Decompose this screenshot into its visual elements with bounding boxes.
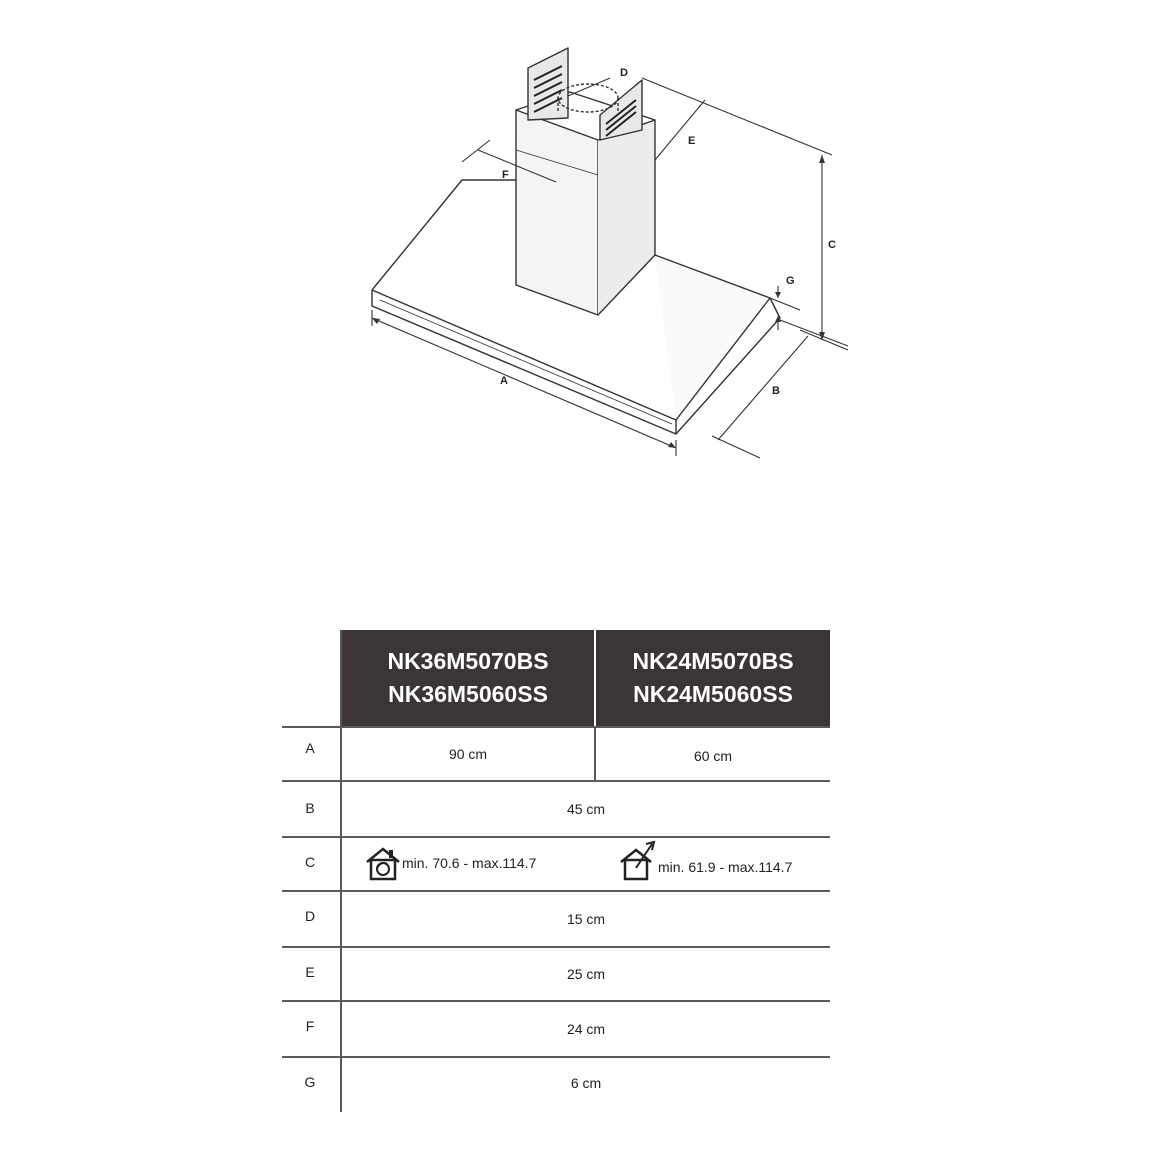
house-vented-icon bbox=[618, 840, 658, 882]
model-name: NK24M5070BS bbox=[632, 648, 794, 674]
model-name: NK36M5060SS bbox=[388, 681, 548, 707]
cell-c-24: min. 61.9 - max.114.7 bbox=[658, 859, 793, 875]
label-f: F bbox=[502, 169, 509, 181]
house-recirculation-icon bbox=[364, 846, 402, 882]
cell-a-36: 90 cm bbox=[448, 746, 488, 762]
row-label: D bbox=[304, 908, 316, 924]
cell-c-36: min. 70.6 - max.114.7 bbox=[402, 855, 537, 871]
label-b: B bbox=[772, 385, 780, 397]
model-name: NK36M5070BS bbox=[387, 648, 549, 674]
cell-d: 15 cm bbox=[566, 911, 606, 927]
cell-g: 6 cm bbox=[570, 1075, 602, 1091]
row-label: B bbox=[305, 800, 315, 816]
row-label: G bbox=[304, 1074, 316, 1090]
cell-b: 45 cm bbox=[566, 801, 606, 817]
column-header-36-inch bbox=[342, 630, 594, 726]
row-label: F bbox=[305, 1018, 315, 1034]
label-c: C bbox=[828, 239, 836, 251]
label-a: A bbox=[500, 375, 508, 387]
cell-e: 25 cm bbox=[566, 966, 606, 982]
label-e: E bbox=[688, 135, 696, 147]
row-label: E bbox=[305, 964, 315, 980]
label-g: G bbox=[786, 275, 795, 287]
column-header-24-inch bbox=[596, 630, 830, 726]
cell-a-24: 60 cm bbox=[693, 748, 733, 764]
cell-f: 24 cm bbox=[566, 1021, 606, 1037]
row-label: C bbox=[304, 854, 316, 870]
label-d: D bbox=[620, 67, 628, 79]
model-name: NK24M5060SS bbox=[633, 681, 793, 707]
row-label: A bbox=[305, 740, 315, 756]
